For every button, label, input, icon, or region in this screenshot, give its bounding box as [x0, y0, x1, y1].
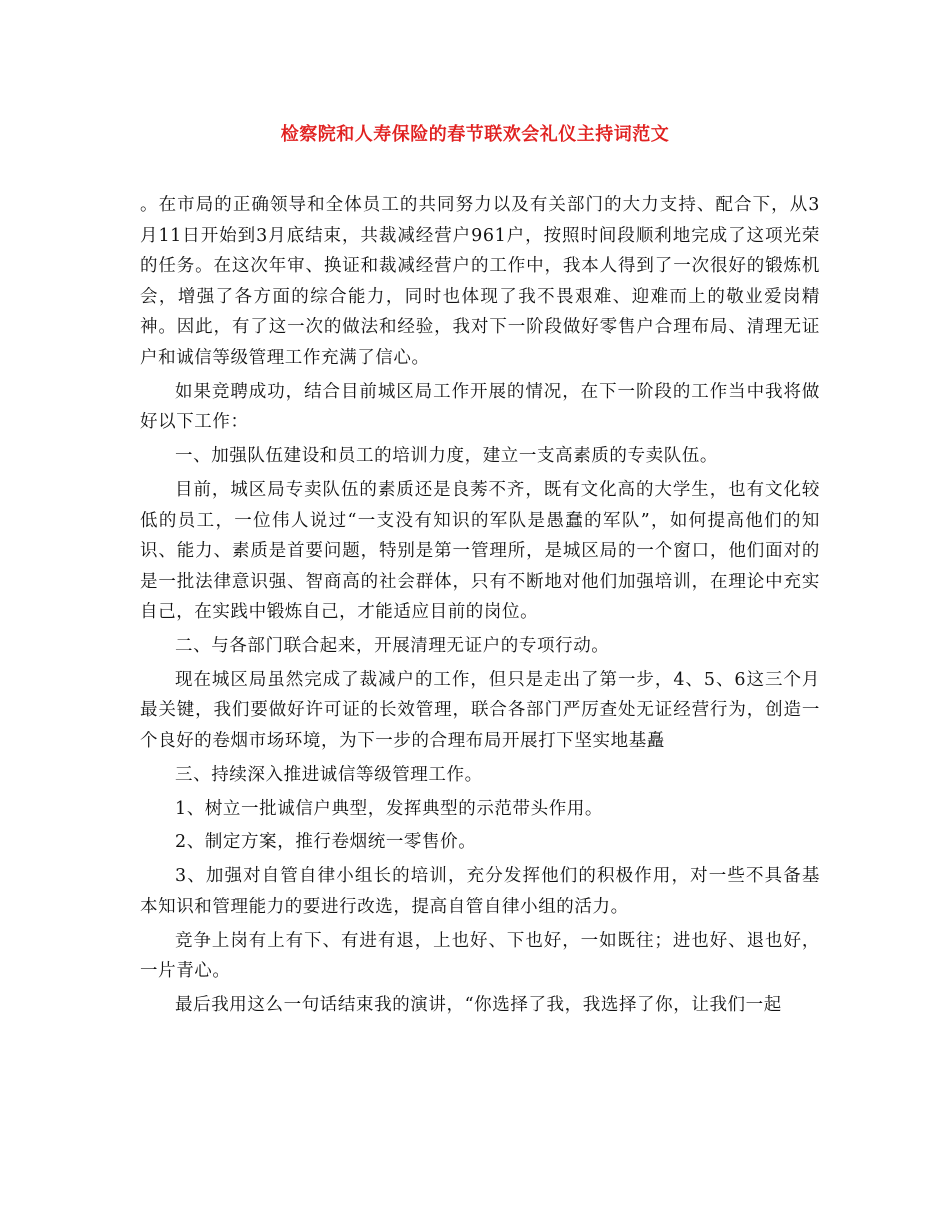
- document-title: 检察院和人寿保险的春节联欢会礼仪主持词范文: [280, 124, 670, 145]
- list-item-2: 2、制定方案，推行卷烟统一零售价。: [175, 832, 477, 853]
- paragraph-4: 现在城区局虽然完成了裁减户的工作，但只是走出了第一步，4、5、6这三个月最关键，我们要做好许可证的长效管理，联合各部门严厉查处无证经营行为，创造一个良好的卷烟市场环境，为下一步的合理布局开展打下坚实地基矗: [140, 669, 820, 752]
- paragraph-6: 最后我用这么一句话结束我的演讲，“你选择了我，我选择了你，让我们一起: [175, 994, 782, 1015]
- paragraph-5: 竞争上岗有上有下、有进有退，上也好、下也好，一如既往；进也好、退也好，一片青心。: [140, 930, 820, 982]
- section-heading-3: 三、持续深入推进诚信等级管理工作。: [175, 764, 483, 785]
- paragraph-2: 如果竞聘成功，结合目前城区局工作开展的情况，在下一阶段的工作当中我将做好以下工作：: [140, 381, 820, 433]
- section-heading-2: 二、与各部门联合起来，开展清理无证户的专项行动。: [175, 636, 610, 657]
- document-body: [140, 190, 820, 1024]
- list-item-1: 1、树立一批诚信户典型，发挥典型的示范带头作用。: [175, 798, 604, 819]
- paragraph-3: 目前，城区局专卖队伍的素质还是良莠不齐，既有文化高的大学生，也有文化较低的员工，一位伟人说过“一支没有知识的军队是愚蠢的军队”，如何提高他们的知识、能力、素质是首要问题，特别是第一管理所，是城区局的一个窗口，他们面对的是一批法律意识强、智商高的社会群体，只有不断地对他们加强培训，在理论中充实自己，在实践中锻炼自己，才能适应目前的岗位。: [140, 479, 820, 623]
- paragraph-1: 。在市局的正确领导和全体员工的共同努力以及有关部门的大力支持、配合下，从3月11日开始到3月底结束，共裁减经营户961户，按照时间段顺利地完成了这项光荣的任务。在这次年审、换证和裁减经营户的工作中，我本人得到了一次很好的锻炼机会，增强了各方面的综合能力，同时也体现了我不畏艰难、迎难而上的敬业爱岗精神。因此，有了这一次的做法和经验，我对下一阶段做好零售户合理布局、清理无证户和诚信等级管理工作充满了信心。: [140, 195, 820, 368]
- section-heading-1: 一、加强队伍建设和员工的培训力度，建立一支高素质的专卖队伍。: [175, 446, 718, 467]
- list-item-3: 3、加强对自管自律小组长的培训，充分发挥他们的积极作用，对一些不具备基本知识和管理能力的要进行改选，提高自管自律小组的活力。: [140, 866, 820, 917]
